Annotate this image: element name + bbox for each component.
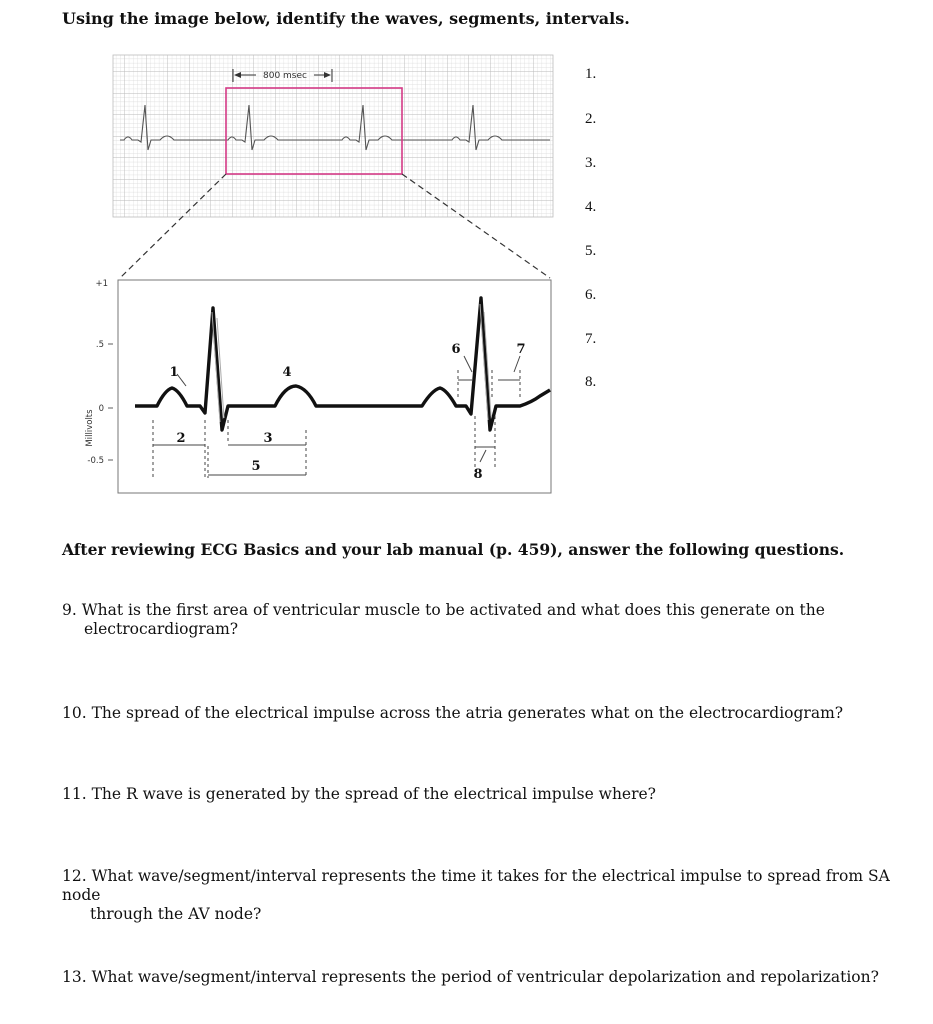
axis-label: Millivolts bbox=[85, 409, 95, 447]
instruction: After reviewing ECG Basics and your lab manual (p. 459), answer the following questions. bbox=[62, 540, 845, 559]
question-9-line2: electrocardiogram? bbox=[84, 620, 239, 638]
scale-label: 800 msec bbox=[263, 71, 307, 81]
question-13 bbox=[62, 968, 912, 987]
question-11 bbox=[62, 785, 912, 804]
tick-minus-half: -0.5 bbox=[87, 456, 104, 466]
question-9-line1: 9. What is the first area of ventricular muscle to be activated and what does this generate on the bbox=[62, 601, 825, 619]
answer-number-1: 1. bbox=[585, 66, 597, 82]
answer-number-3: 3. bbox=[585, 155, 597, 171]
question-13-line1: 13. What wave/segment/interval represents the period of ventricular depolarization and repolarization? bbox=[62, 968, 879, 986]
label-7: 7 bbox=[516, 342, 526, 357]
label-4: 4 bbox=[282, 365, 292, 380]
answer-number-6: 6. bbox=[585, 287, 597, 303]
label-8: 8 bbox=[473, 467, 483, 482]
question-10 bbox=[62, 704, 912, 723]
question-11-line1: 11. The R wave is generated by the spread of the electrical impulse where? bbox=[62, 785, 656, 803]
answer-number-4: 4. bbox=[585, 199, 597, 215]
label-5: 5 bbox=[251, 459, 261, 474]
label-3: 3 bbox=[263, 431, 273, 446]
page-title: Using the image below, identify the waves, segments, intervals. bbox=[62, 9, 630, 28]
answer-number-7: 7. bbox=[585, 331, 597, 347]
answer-number-5: 5. bbox=[585, 243, 597, 259]
tick-half: .5 bbox=[95, 340, 104, 350]
answer-number-2: 2. bbox=[585, 111, 597, 127]
question-12 bbox=[62, 867, 922, 924]
ecg-figure bbox=[60, 50, 560, 500]
question-12-line2: through the AV node? bbox=[90, 905, 262, 923]
tick-zero: 0 bbox=[98, 404, 104, 414]
question-12-line1: 12. What wave/segment/interval represents the time it takes for the electrical impulse to spread from SA node bbox=[62, 867, 890, 904]
label-1: 1 bbox=[169, 365, 179, 380]
tick-plus-one: +1 bbox=[95, 279, 108, 289]
question-10-line1: 10. The spread of the electrical impulse across the atria generates what on the electrocardiogram? bbox=[62, 704, 844, 722]
label-6: 6 bbox=[451, 342, 461, 357]
ecg-grid-strip bbox=[113, 55, 553, 217]
answer-number-8: 8. bbox=[585, 374, 597, 390]
label-2: 2 bbox=[176, 431, 186, 446]
question-9 bbox=[62, 601, 912, 639]
